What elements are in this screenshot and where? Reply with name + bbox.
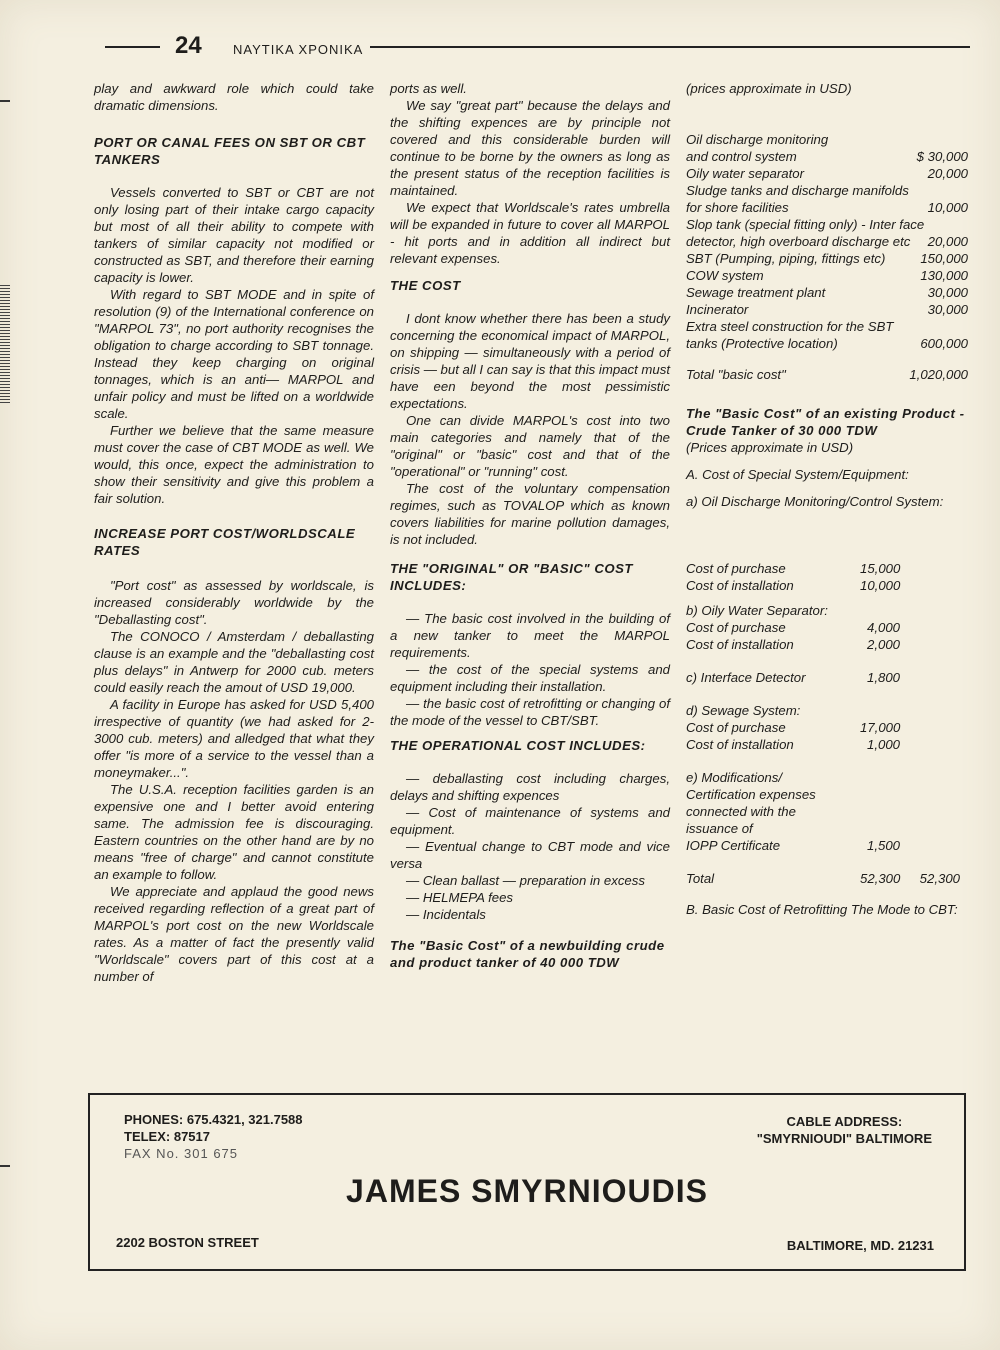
cost-row: [686, 131, 968, 148]
total-label: Total "basic cost": [686, 367, 786, 382]
advertisement-box: [88, 1093, 966, 1271]
section-heading: INCREASE PORT COST/WORLDSCALE RATES: [94, 526, 356, 558]
cost-row: [686, 619, 968, 636]
paragraph: The cost of the voluntary compensation regimes, such as TOVALOP which as known covers liabilities for marine pollution damages, is not included.: [390, 481, 670, 547]
paragraph: — deballasting cost including charges, delays and shifting expences: [390, 771, 670, 803]
paragraph: We expect that Worldscale's rates umbrella will be expanded in future to cover all MARPOL - hit ports and in addition all indirect but relevant expenses.: [390, 200, 670, 266]
cable-block: [757, 1113, 932, 1147]
cost-value: 17,000: [860, 720, 901, 735]
cost-row: [686, 216, 968, 250]
paragraph: ports as well.: [390, 81, 467, 96]
paragraph: We say "great part" because the delays and the shifting expences are by principle not covered and this considerable burden will continue to be borne by the owners as long as the present status of the reception facilities is maintained.: [390, 98, 670, 198]
cost-value: 600,000: [920, 336, 968, 351]
cost-row: [686, 736, 968, 753]
cost-row: [686, 719, 968, 736]
section-a-title: A. Cost of Special System/Equipment:: [686, 467, 909, 482]
cost-value: 10,000: [860, 578, 901, 593]
paragraph: I dont know whether there has been a study concerning the economical impact of MARPOL, on shipping — simultaneously with a period of crisis — but all I can say is that this impact must have een beyond the most pessimistic expectations.: [390, 311, 670, 411]
column-3: [686, 80, 968, 918]
header-rule-right: [370, 46, 970, 48]
cost-row: [686, 284, 968, 301]
cable-label: CABLE ADDRESS:: [786, 1114, 903, 1129]
interface-detector-row: [686, 669, 968, 686]
total-value: 1,020,000: [909, 367, 968, 382]
cost-row: [686, 301, 968, 318]
section-heading: The "Basic Cost" of an existing Product - Crude Tanker of 30 000 TDW: [686, 406, 965, 438]
cost-value: 150,000: [920, 251, 968, 266]
cost-row: [686, 267, 968, 284]
cost-label: Cost of purchase: [686, 720, 786, 735]
column-2: [390, 80, 670, 971]
cost-value: 4,000: [866, 620, 900, 635]
binding-marks: [0, 85, 10, 1185]
cost-value: 20,000: [927, 166, 968, 181]
total-value: 52,300: [860, 871, 901, 886]
phones-line: PHONES: 675.4321, 321.7588: [124, 1112, 303, 1127]
section-heading: THE COST: [390, 278, 461, 293]
subsection-heading: a) Oil Discharge Monitoring/Control System:: [686, 494, 944, 509]
cost-value: 20,000: [927, 234, 968, 249]
paragraph: — the basic cost of retrofitting or changing of the mode of the vessel to CBT/SBT.: [390, 696, 670, 728]
publication-title: ΝΑΥΤΙΚΑ ΧΡΟΝΙΚΑ: [233, 42, 364, 57]
oily-water-rows: [686, 619, 968, 653]
section-heading: THE OPERATIONAL COST INCLUDES:: [390, 738, 646, 753]
cost-label: COW system: [686, 268, 764, 283]
column-1: [94, 80, 374, 985]
cost-value: 1,800: [866, 670, 900, 685]
cost-label: SBT (Pumping, piping, fittings etc): [686, 251, 886, 266]
subsection-heading: d) Sewage System:: [686, 703, 801, 718]
cost-row: [686, 560, 968, 577]
cost-value: 1,000: [866, 737, 900, 752]
paragraph: play and awkward role which could take dramatic dimensions.: [94, 81, 374, 113]
cost-label: Incinerator: [686, 302, 749, 317]
subsection-heading: e) Modifications/ Certification expenses connected with the issuance of: [686, 770, 816, 836]
cable-value: "SMYRNIOUDI" BALTIMORE: [756, 1131, 932, 1146]
cost-label: Oil discharge monitoring: [686, 132, 829, 147]
total-row: [686, 870, 968, 887]
total-value-sum: 52,300: [919, 871, 960, 886]
cost-value: $ 30,000: [916, 149, 968, 164]
cost-row: [686, 182, 968, 216]
cost-label: Sewage treatment plant: [686, 285, 826, 300]
paragraph: — Clean ballast — preparation in excess: [406, 873, 645, 888]
cost-label: c) Interface Detector: [686, 670, 806, 685]
paragraph: "Port cost" as assessed by worldscale, is increased considerably worldwide by the "Deballasting cost".: [94, 578, 374, 627]
paragraph: — the cost of the special systems and equipment including their installation.: [390, 662, 670, 694]
paragraph: The U.S.A. reception facilities garden is an expensive one and I better avoid entering same. The admission fee is discouraging. Eastern countries on the other hand are by no means "free of charge" and cannot constitute an example to follow.: [94, 782, 374, 882]
paragraph: — Cost of maintenance of systems and equipment.: [390, 805, 670, 837]
iopp-row: [686, 837, 968, 854]
paragraph: One can divide MARPOL's cost into two main categories and namely that of the "original" or "basic" cost and that of the "operational" or "running" cost.: [390, 413, 670, 479]
paragraph: — HELMEPA fees: [406, 890, 513, 905]
section-heading: THE "ORIGINAL" OR "BASIC" COST INCLUDES:: [390, 561, 633, 593]
paragraph: A facility in Europe has asked for USD 5,400 irrespective of quantity (we had asked for 2-3000 cub. meters) and alledged that what they offer "is more of a service to the vessel than a moneymaker...".: [94, 697, 374, 780]
cost-label: Cost of installation: [686, 578, 794, 593]
paragraph: — The basic cost involved in the building of a new tanker to meet the MARPOL requirements.: [390, 611, 670, 660]
section-b-title: B. Basic Cost of Retrofitting The Mode to CBT:: [686, 902, 958, 917]
paragraph: Vessels converted to SBT or CBT are not only losing part of their intake cargo capacity but most of all their ability to compete with tankers of similar capacity not modified or constructed as SBT, and therefore their earning capacity is lower.: [94, 185, 374, 285]
telex-line: TELEX: 87517: [124, 1129, 210, 1144]
page-header: [105, 32, 975, 64]
cost-label: Oily water separator: [686, 166, 804, 181]
paragraph: — Eventual change to CBT mode and vice versa: [390, 839, 670, 871]
paragraph: — Incidentals: [406, 907, 486, 922]
paragraph: We appreciate and applaud the good news received regarding reflection of a great part of MARPOL's port cost on the new Worldscale rates. As a matter of fact the presently valid "Worldscale" covers part of this cost at a number of: [94, 884, 374, 984]
cost-value: 15,000: [860, 561, 901, 576]
cost-label: Cost of installation: [686, 637, 794, 652]
company-name: JAMES SMYRNIOUDIS: [346, 1173, 708, 1209]
cost-row: [686, 577, 968, 594]
street-address: 2202 BOSTON STREET: [116, 1235, 259, 1250]
cost-label: and control system: [686, 149, 797, 164]
cost-value: 30,000: [927, 302, 968, 317]
paragraph: Further we believe that the same measure must cover the case of CBT MODE as well. We would, this once, expect the administration to show their sensitivity and give this problem a fair solution.: [94, 423, 374, 506]
subsection-heading: b) Oily Water Separator:: [686, 603, 828, 618]
sewage-rows: [686, 719, 968, 753]
cost-label: Slop tank (special fitting only) - Inter face detector, high overboard discharge etc: [686, 217, 925, 249]
oil-discharge-rows: [686, 560, 968, 594]
header-rule-left: [105, 46, 160, 48]
prices-note: (Prices approximate in USD): [686, 440, 854, 455]
fax-line: FAX No. 301 675: [124, 1146, 239, 1161]
cost-label: Cost of installation: [686, 737, 794, 752]
cost-row: [686, 250, 968, 267]
cost-row: [686, 636, 968, 653]
cost-label: Cost of purchase: [686, 620, 786, 635]
cost-row: [686, 148, 968, 165]
cost-row: [686, 318, 968, 352]
cost-row: [686, 165, 968, 182]
city-address: BALTIMORE, MD. 21231: [786, 1238, 934, 1253]
cost-label: Cost of purchase: [686, 561, 786, 576]
cost-value: 130,000: [920, 268, 968, 283]
cost-label: IOPP Certificate: [686, 838, 781, 853]
section-heading: The "Basic Cost" of a newbuilding crude and product tanker of 40 000 TDW: [390, 938, 665, 970]
total-label: Total: [686, 871, 715, 886]
basic-cost-table: [686, 131, 968, 352]
cost-value: 2,000: [866, 637, 900, 652]
cost-value: 30,000: [927, 285, 968, 300]
paragraph: With regard to SBT MODE and in spite of resolution (9) of the International conference on "MARPOL 73", no port authority recognises the obligation to charge according to SBT tonnage. Instead they keep charging on original tonnages, which is an anti— MARPOL and unfair policy and must be lifted on a worldwide scale.: [94, 287, 374, 421]
cost-label: Sludge tanks and discharge manifolds for shore facilities: [686, 183, 909, 215]
page-number: 24: [175, 32, 202, 59]
prices-note: (prices approximate in USD): [686, 81, 852, 96]
cost-value: 1,500: [866, 838, 900, 853]
total-row: [686, 366, 968, 383]
cost-label: Extra steel construction for the SBT tanks (Protective location): [686, 319, 894, 351]
contact-block: [124, 1111, 303, 1162]
paragraph: The CONOCO / Amsterdam / deballasting clause is an example and the "deballasting cost plus delays" in Antwerp for 2000 cub. meters could easily reach the amout of USD 19,000.: [94, 629, 374, 695]
cost-value: 10,000: [927, 200, 968, 215]
section-heading: PORT OR CANAL FEES ON SBT OR CBT TANKERS: [94, 135, 366, 167]
